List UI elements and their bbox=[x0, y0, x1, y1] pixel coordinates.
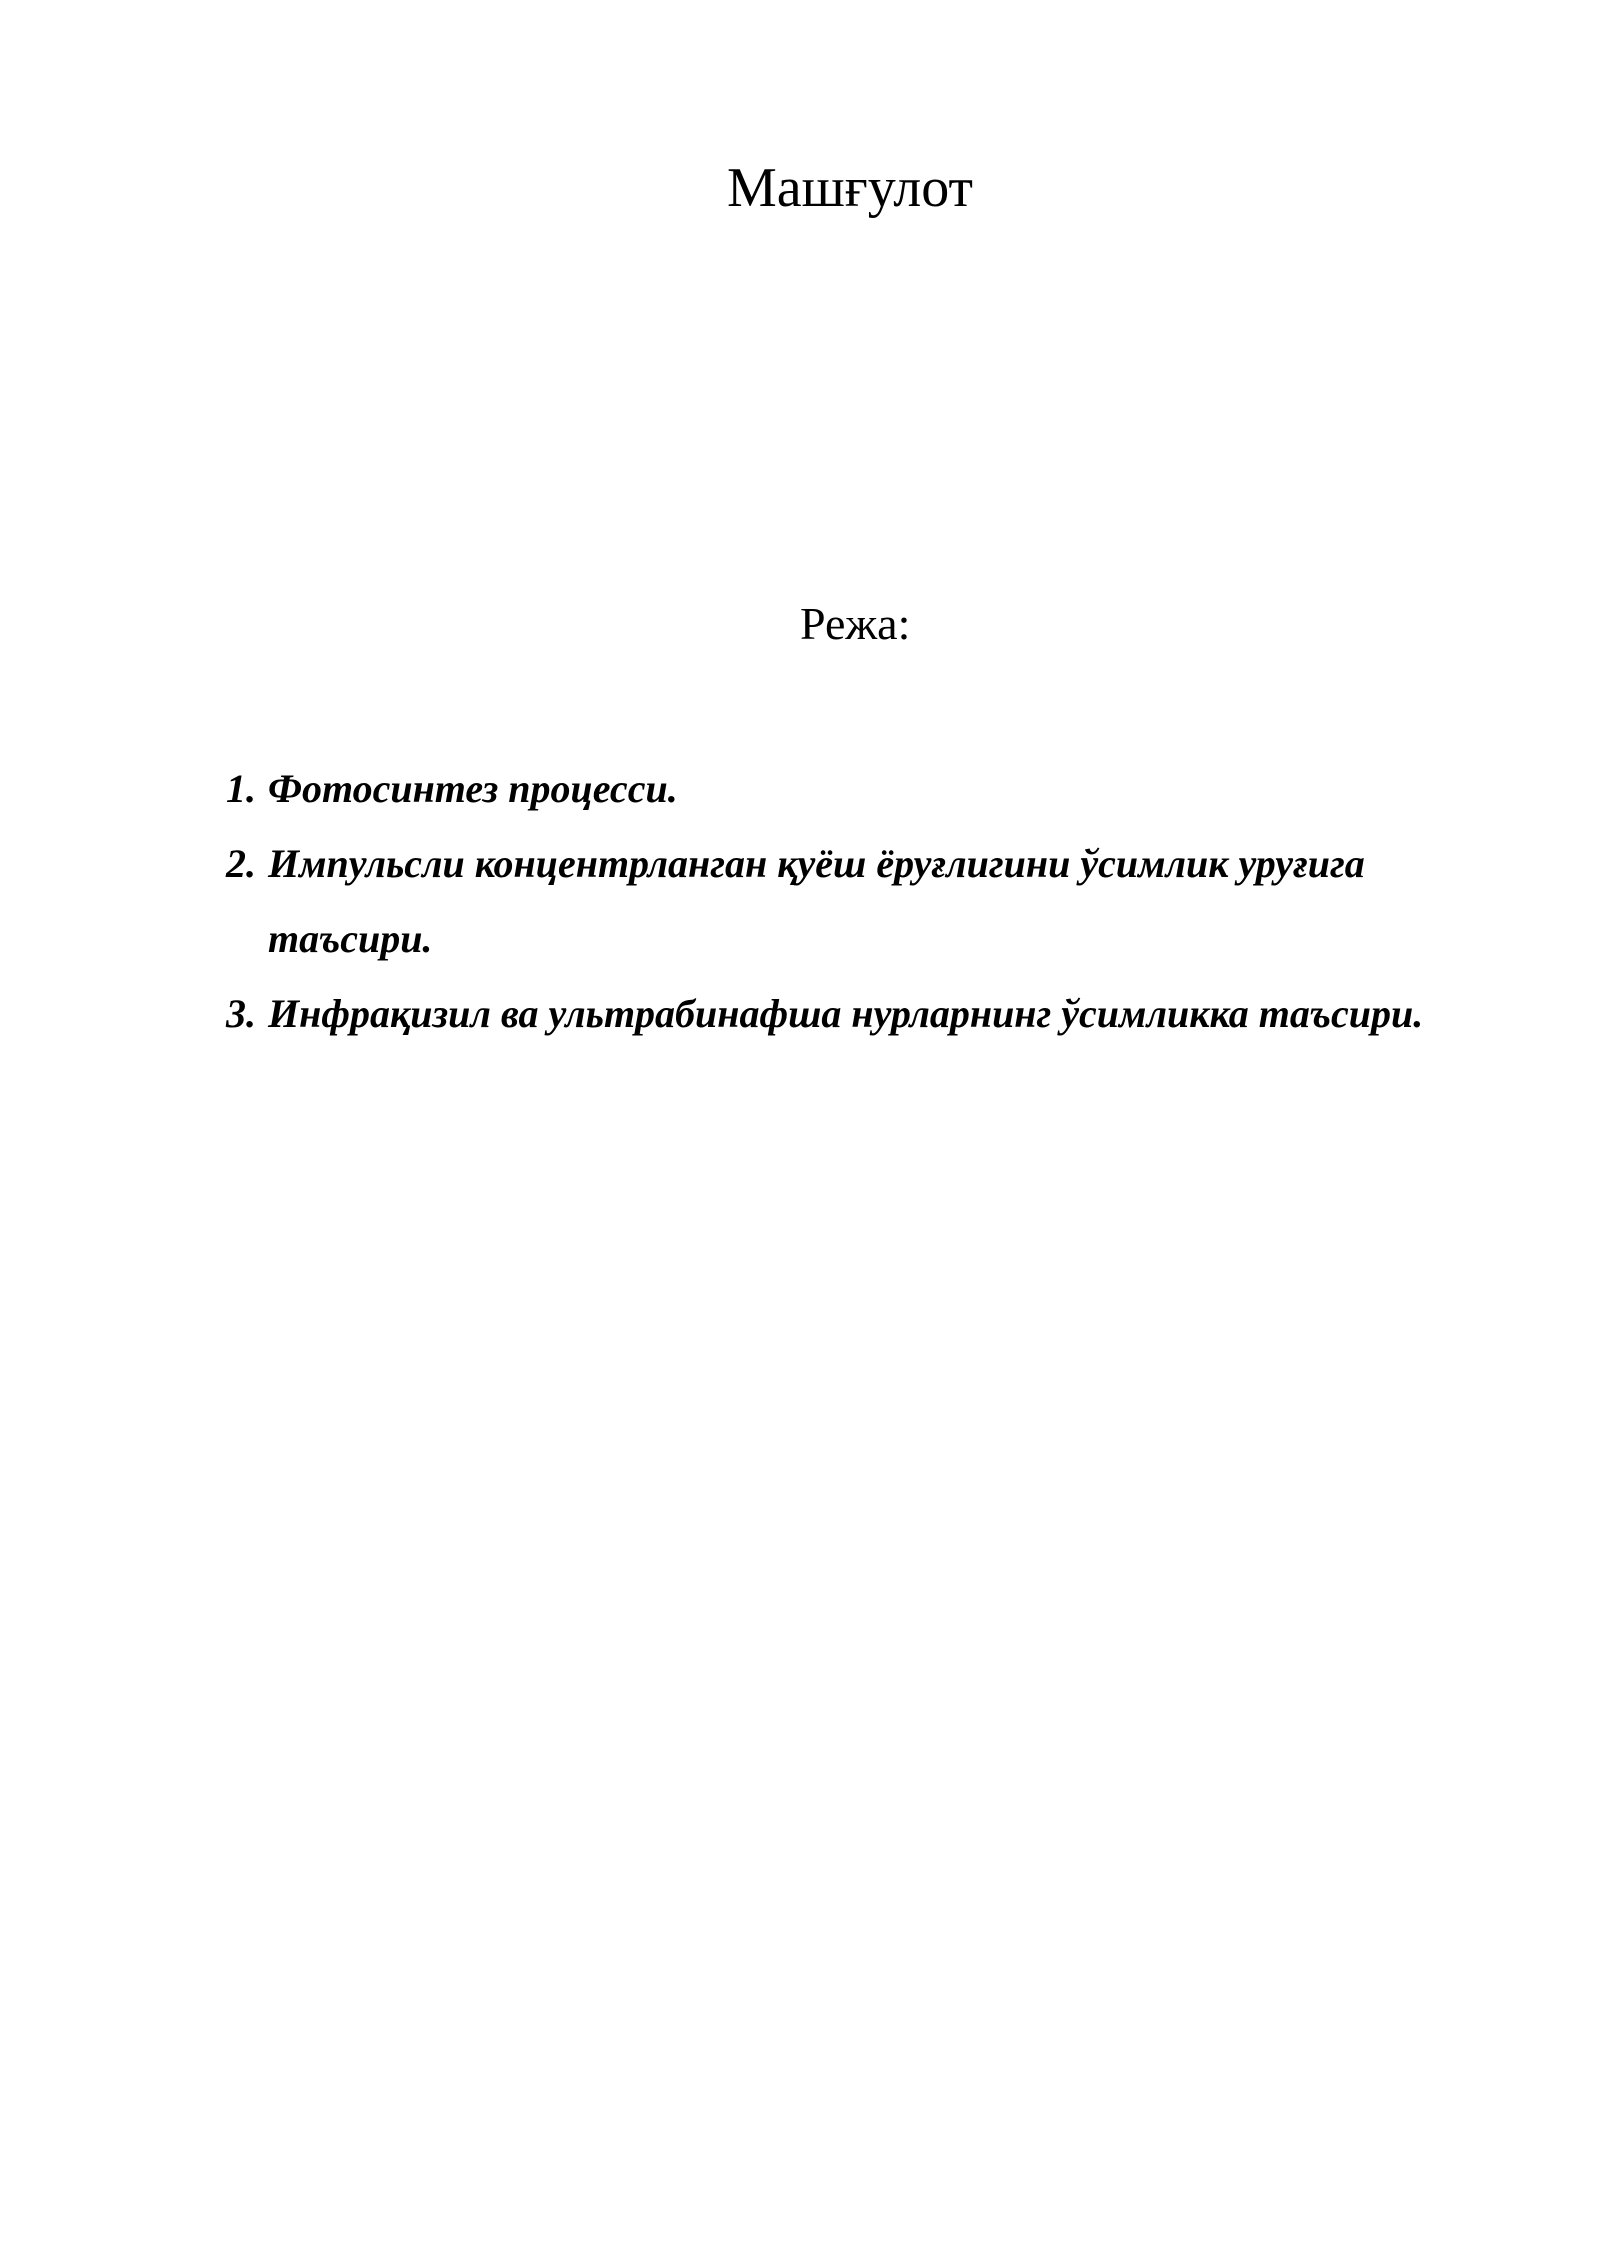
plan-item bbox=[226, 976, 1466, 1051]
plan-item-number: 1. bbox=[226, 766, 256, 811]
plan-item-number: 2. bbox=[226, 841, 256, 886]
plan-item bbox=[226, 751, 1466, 826]
plan-item-text: Фотосинтез процесси. bbox=[268, 766, 678, 811]
plan-item-text: Импульсли концентрланган қуёш ёруғлигини ўсимлик уруғига таъсири. bbox=[268, 841, 1365, 961]
plan-heading: Режа: bbox=[800, 598, 911, 649]
plan-item bbox=[226, 826, 1466, 976]
plan-list bbox=[226, 751, 1466, 1051]
plan-item-number: 3. bbox=[226, 991, 256, 1036]
document-title: Машғулот bbox=[727, 157, 973, 219]
plan-item-text: Инфрақизил ва ультрабинафша нурларнинг ўсимликка таъсири. bbox=[268, 991, 1424, 1036]
